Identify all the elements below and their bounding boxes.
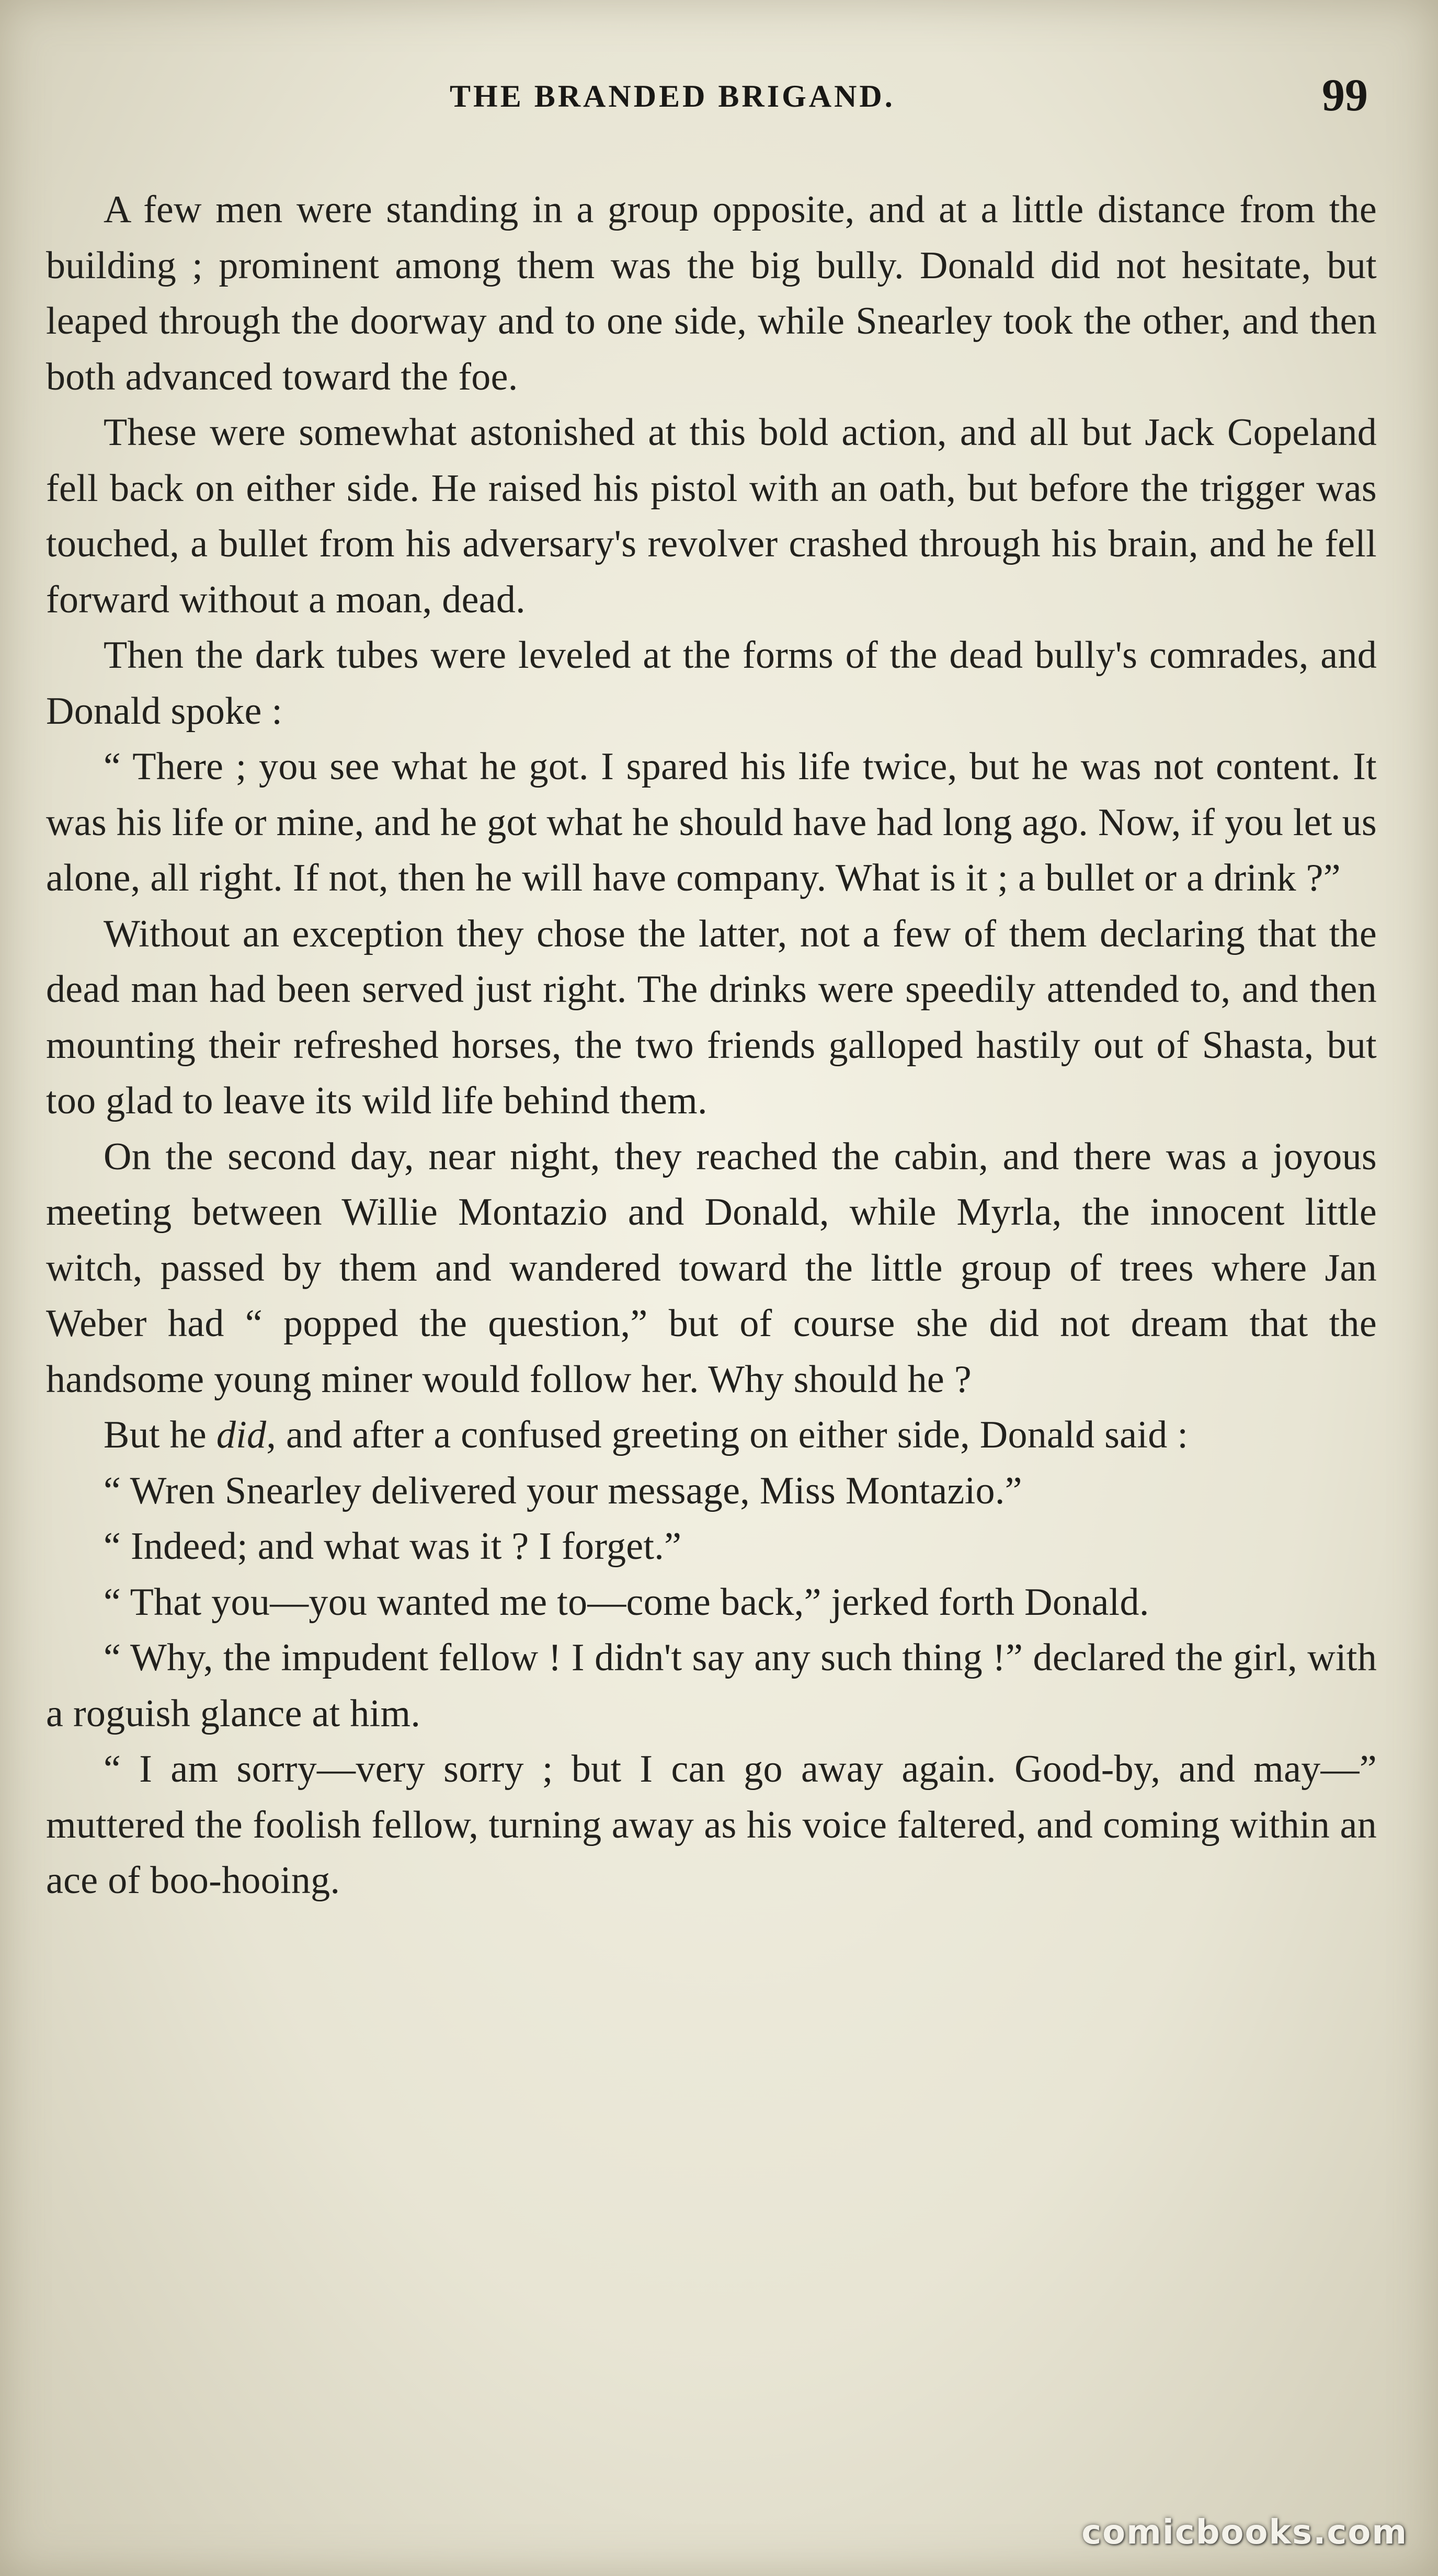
paragraph-2: These were somewhat astonished at this bold action, and all but Jack Copeland fell back on either side. He raised his pistol with an oath, but before the trigger was touched, a bullet from his adversary's revolver crashed through his brain, and he fell forward without a moan, dead. [46,411,1377,621]
paragraph-3: Then the dark tubes were leveled at the forms of the dead bully's comrades, and Donald spoke : [46,634,1377,733]
paragraph-7-rest: , and after a confused greeting on either side, Donald said : [266,1414,1189,1456]
paragraph-7-lead: But he [104,1414,216,1456]
paragraph-8: “ Wren Snearley delivered your message, Miss Montazio.” [104,1469,1022,1512]
watermark: comicbooks.com [1081,2513,1408,2552]
paragraph-10: “ That you—you wanted me to—come back,” jerked forth Donald. [104,1580,1149,1624]
paragraph-6: On the second day, near night, they reached the cabin, and there was a joyous meeting between Willie Montazio and Donald, while Myrla, the innocent little witch, passed by them and wandered toward the little group of trees where Jan Weber had “ popped the question,” but of course she did not dream that the handsome young miner would follow her. Why should he ? [46,1135,1377,1401]
paragraph-9: “ Indeed; and what was it ? I forget.” [104,1525,682,1568]
running-title: THE BRANDED BRIGAND. [450,79,895,113]
body-text [46,182,1377,1909]
paragraph-12: “ I am sorry—very sorry ; but I can go away again. Good-by, and may—” muttered the foolish fellow, turning away as his voice faltered, and coming within an ace of boo-hooing. [46,1748,1377,1902]
paragraph-7-emphasis: did [216,1414,267,1456]
paragraph-5: Without an exception they chose the latter, not a few of them declaring that the dead man had been served just right. The drinks were speedily attended to, and then mounting their refreshed horses, the two friends galloped hastily out of Shasta, but too glad to leave its wild life behind them. [46,912,1377,1122]
page-number: 99 [1322,70,1368,121]
paragraph-1: A few men were standing in a group opposite, and at a little distance from the building ; prominent among them was the big bully. Donald did not hesitate, but leaped through the doorway and to one side, while Snearley took the other, and then both advanced toward the foe. [46,188,1377,398]
paragraph-7 [46,1407,1377,1463]
paragraph-4: “ There ; you see what he got. I spared his life twice, but he was not content. It was his life or mine, and he got what he should have had long ago. Now, if you let us alone, all right. If not, then he will have company. What is it ; a bullet or a drink ?” [46,745,1377,899]
paragraph-11: “ Why, the impudent fellow ! I didn't say any such thing !” declared the girl, with a roguish glance at him. [46,1636,1377,1735]
